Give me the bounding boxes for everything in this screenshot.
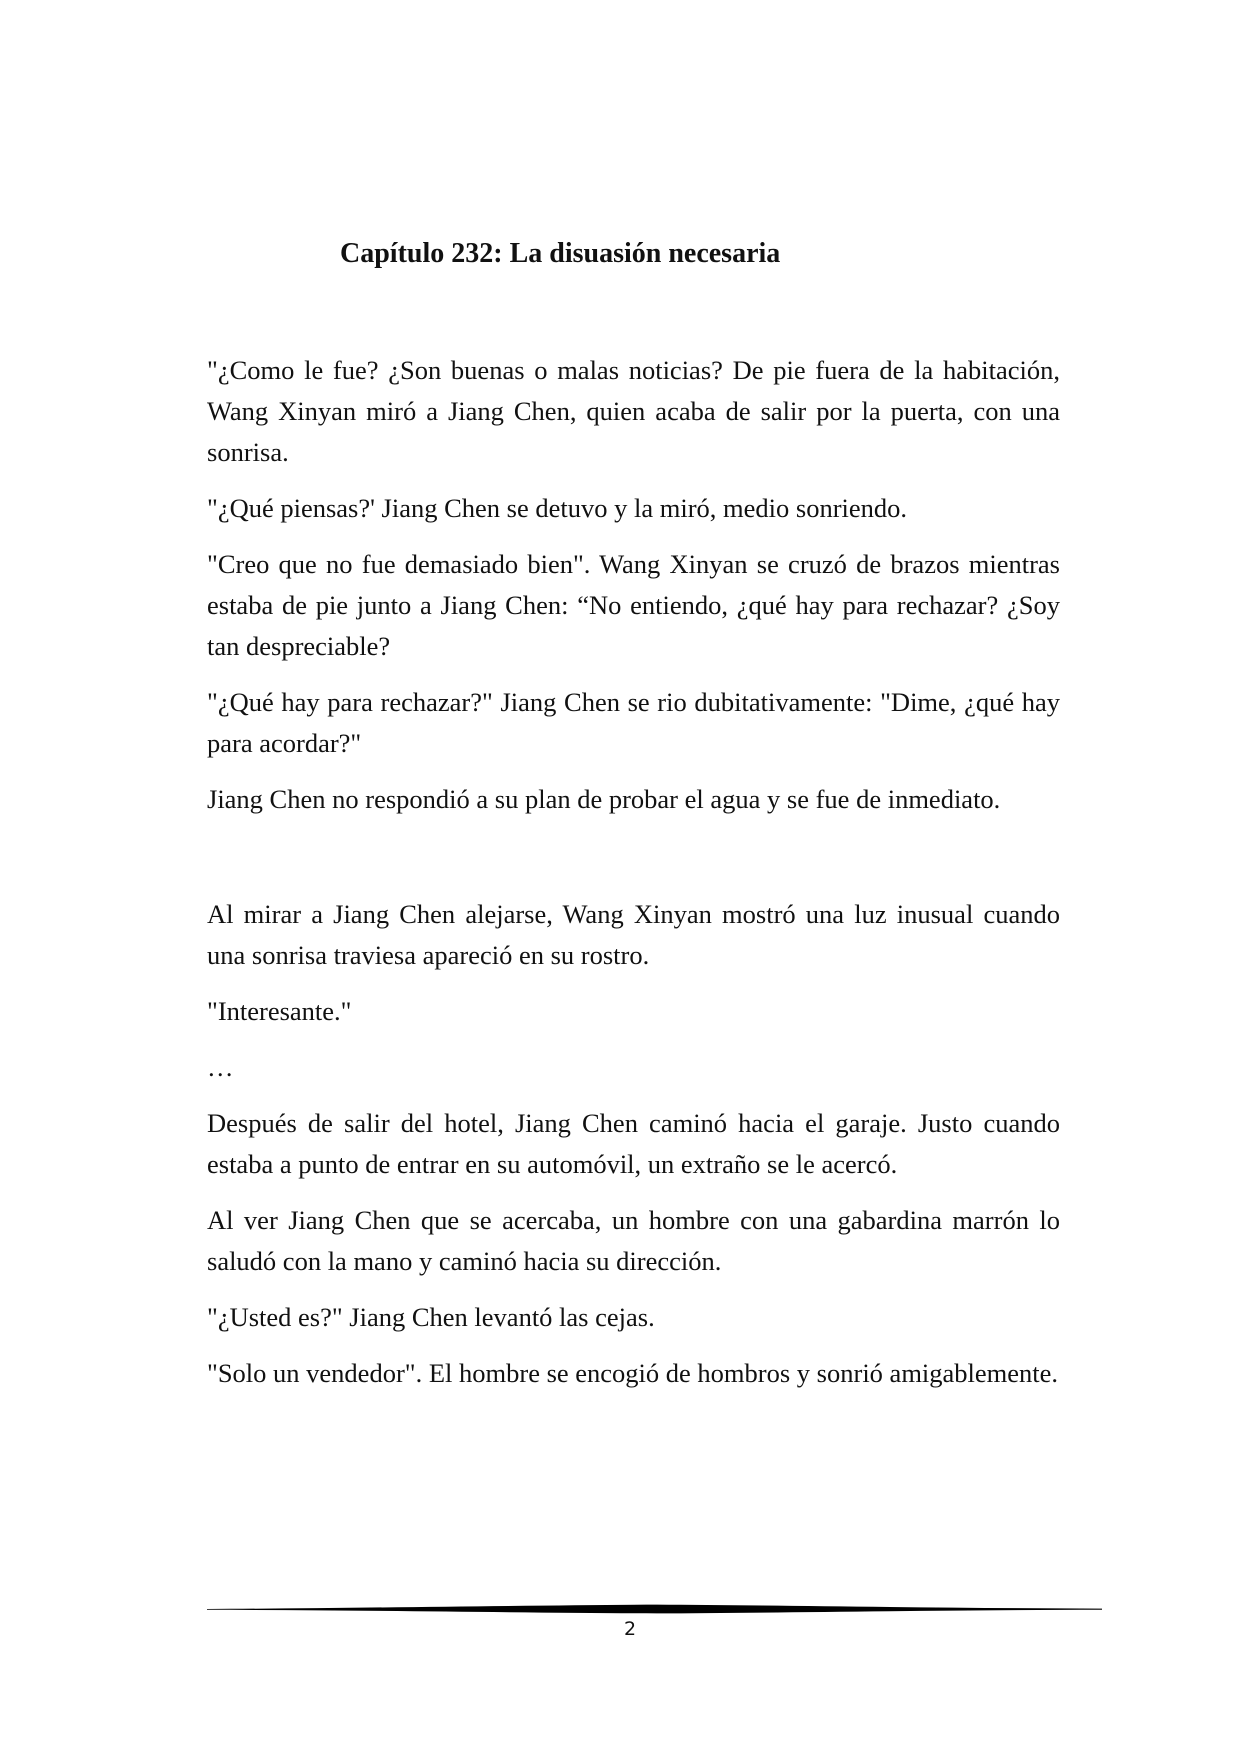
- paragraph-7: "Interesante.": [207, 996, 352, 1026]
- paragraph-1: "¿Como le fue? ¿Son buenas o malas noticias? De pie fuera de la habitación, Wang Xinyan miró a Jiang Chen, quien acaba de salir por la puerta, con una sonrisa.: [207, 355, 1060, 467]
- paragraph-10: "¿Usted es?" Jiang Chen levantó las cejas.: [207, 1302, 655, 1332]
- paragraph-5: Jiang Chen no respondió a su plan de probar el agua y se fue de inmediato.: [207, 784, 1001, 814]
- paragraph-4: "¿Qué hay para rechazar?" Jiang Chen se rio dubitativamente: "Dime, ¿qué hay para acordar?": [207, 687, 1060, 758]
- page-number: 2: [623, 1618, 637, 1640]
- paragraph-8: Después de salir del hotel, Jiang Chen caminó hacia el garaje. Justo cuando estaba a punto de entrar en su automóvil, un extraño se le acercó.: [207, 1108, 1060, 1179]
- footer-divider: [207, 1603, 1102, 1615]
- scene-break: …: [207, 1052, 234, 1082]
- paragraph-2: "¿Qué piensas?' Jiang Chen se detuvo y la miró, medio sonriendo.: [207, 493, 908, 523]
- paragraph-3: "Creo que no fue demasiado bien". Wang Xinyan se cruzó de brazos mientras estaba de pie junto a Jiang Chen: “No entiendo, ¿qué hay para rechazar? ¿Soy tan despreciable?: [207, 549, 1060, 661]
- chapter-title: Capítulo 232: La disuasión necesaria: [340, 238, 781, 269]
- paragraph-6: Al mirar a Jiang Chen alejarse, Wang Xinyan mostró una luz inusual cuando una sonrisa traviesa apareció en su rostro.: [207, 899, 1060, 970]
- chapter-body: [207, 350, 1060, 1409]
- paragraph-11: "Solo un vendedor". El hombre se encogió de hombros y sonrió amigablemente.: [207, 1358, 1059, 1388]
- paragraph-9: Al ver Jiang Chen que se acercaba, un hombre con una gabardina marrón lo saludó con la mano y caminó hacia su dirección.: [207, 1205, 1060, 1276]
